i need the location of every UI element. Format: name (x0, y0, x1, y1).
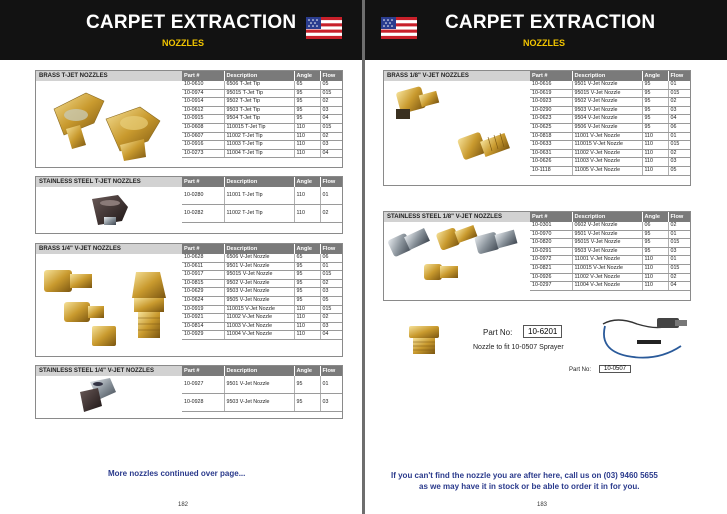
table-row (182, 376, 342, 394)
flow-cell: 03 (320, 141, 342, 150)
part-number-cell: 10-0291 (530, 247, 572, 256)
flow-cell: 02 (320, 314, 342, 323)
description-cell: 95015 V-Jet Nozzle (572, 239, 642, 248)
part-number-cell: 10-0821 (530, 264, 572, 273)
part-number-cell: 10-0818 (530, 132, 572, 141)
column-header-angle: Angle (294, 177, 320, 187)
table-row (530, 106, 690, 115)
nozzle-fit-note: Nozzle to fit 10-0507 Sprayer (473, 344, 564, 351)
angle-cell: 95 (642, 106, 668, 115)
part-number-cell: 10-0921 (182, 314, 224, 323)
table-header-row (182, 244, 342, 254)
flow-cell: 02 (320, 205, 342, 223)
flow-cell: 03 (320, 394, 342, 412)
column-header-part: Part # (182, 177, 224, 187)
part-number-cell: 10-0626 (530, 158, 572, 167)
part-number-cell: 10-0929 (182, 331, 224, 340)
stainless-t-jet-table (182, 177, 343, 223)
table-row (530, 239, 690, 248)
description-cell: 11005 V-Jet Nozzle (572, 166, 642, 175)
angle-cell: 95 (294, 115, 320, 124)
table-row (182, 254, 342, 262)
part-number-cell: 10-0815 (182, 279, 224, 288)
part-number-cell: 10-0917 (182, 271, 224, 280)
part-number-cell: 10-0297 (530, 282, 572, 291)
table-row (182, 331, 342, 340)
angle-cell: 95 (294, 98, 320, 107)
flow-cell: 03 (668, 247, 690, 256)
description-cell: 95015 V-Jet Nozzle (572, 89, 642, 98)
page-banner (0, 0, 362, 60)
page-title: CARPET EXTRACTION (445, 12, 656, 33)
column-header-angle: Angle (294, 366, 320, 376)
angle-cell: 95 (642, 81, 668, 89)
part-number-cell: 10-0814 (182, 322, 224, 331)
column-header-part: Part # (182, 366, 224, 376)
flow-cell: 01 (320, 262, 342, 271)
angle-cell: 95 (294, 271, 320, 280)
table-row (182, 205, 342, 223)
angle-cell: 110 (642, 273, 668, 282)
angle-cell: 95 (642, 247, 668, 256)
part-number-cell: 10-0923 (530, 98, 572, 107)
brass-t-jet-rows (182, 71, 342, 158)
angle-cell: 110 (642, 282, 668, 291)
flow-cell: 03 (320, 106, 342, 115)
description-cell: 11003 V-Jet Nozzle (572, 158, 642, 167)
table-row (182, 279, 342, 288)
section-stainless-eighth-v-jet (383, 211, 691, 301)
table-row (182, 187, 342, 205)
description-cell: 9501 V-Jet Nozzle (224, 376, 294, 394)
description-cell: 9501 V-Jet Nozzle (572, 81, 642, 89)
description-cell: 0602 V-Jet Nozzle (572, 222, 642, 230)
angle-cell: 110 (642, 141, 668, 150)
part-number-cell: 10-0608 (182, 123, 224, 132)
table-header-row (530, 71, 690, 81)
angle-cell: 95 (294, 262, 320, 271)
description-cell: 6506 V-Jet Nozzle (224, 254, 294, 262)
flow-cell: 01 (668, 230, 690, 239)
sprayer-part-value: 10-0507 (599, 365, 631, 373)
us-flag-icon (381, 17, 417, 39)
flow-cell: 04 (320, 115, 342, 124)
description-cell: 6506 T-Jet Tip (224, 81, 294, 89)
description-cell: 11002 V-Jet Nozzle (572, 273, 642, 282)
table-header-row (182, 177, 342, 187)
brass-eighth-v-jet-nozzle-image (384, 71, 530, 185)
part-number-cell: 10-0280 (182, 187, 224, 205)
table-row (182, 262, 342, 271)
part-number-cell: 10-0633 (530, 141, 572, 150)
part-number-cell: 10-0616 (530, 81, 572, 89)
section-title: STAINLESS STEEL 1/4" V-JET NOZZLES (36, 366, 182, 376)
description-cell: 9502 V-Jet Nozzle (224, 279, 294, 288)
table-row (182, 81, 342, 89)
table-row (530, 166, 690, 175)
sprayer-part-label: Part No: (569, 367, 592, 373)
column-header-desc: Description (572, 212, 642, 222)
description-cell: 110015 T-Jet Tip (224, 123, 294, 132)
table-row (182, 296, 342, 305)
flow-cell: 04 (668, 115, 690, 124)
flow-cell: 02 (668, 98, 690, 107)
flow-cell: 015 (320, 89, 342, 98)
continued-note: More nozzles continued over page... (108, 469, 246, 478)
description-cell: 9506 V-Jet Nozzle (572, 123, 642, 132)
column-header-part: Part # (182, 71, 224, 81)
contact-note-line2: as we may have it in stock or be able to order it in for you. (419, 482, 640, 491)
table-row (530, 123, 690, 132)
table-row (530, 256, 690, 265)
stainless-quarter-v-jet-nozzle-image (36, 366, 182, 418)
flow-cell: 03 (668, 158, 690, 167)
description-cell: 11002 T-Jet Tip (224, 205, 294, 223)
part-number-cell: 10-0926 (530, 273, 572, 282)
part-number-cell: 10-0625 (530, 123, 572, 132)
stainless-t-jet-rows (182, 177, 342, 223)
angle-cell: 95 (294, 296, 320, 305)
table-row (182, 149, 342, 158)
part-number-cell: 10-0607 (182, 132, 224, 141)
table-row (182, 305, 342, 314)
part-number-cell: 10-0914 (182, 98, 224, 107)
table-header-row (182, 366, 342, 376)
table-row (182, 115, 342, 124)
page-subtitle: NOZZLES (523, 38, 565, 48)
page-banner (365, 0, 727, 60)
flow-cell: 02 (668, 273, 690, 282)
flow-cell: 015 (320, 271, 342, 280)
part-number-cell: 10-0610 (182, 81, 224, 89)
part-number-cell: 10-0972 (530, 256, 572, 265)
angle-cell: 95 (294, 376, 320, 394)
table-row (530, 149, 690, 158)
part-number-cell: 10-0619 (530, 89, 572, 98)
angle-cell: 110 (294, 305, 320, 314)
brass-quarter-v-jet-rows (182, 244, 342, 339)
column-header-flow: Flow (320, 71, 342, 81)
description-cell: 11003 T-Jet Tip (224, 141, 294, 150)
flow-cell: 03 (320, 322, 342, 331)
section-stainless-t-jet (35, 176, 343, 234)
column-header-flow: Flow (668, 71, 690, 81)
part-number-cell: 10-0915 (182, 115, 224, 124)
description-cell: 9505 V-Jet Nozzle (224, 296, 294, 305)
flow-cell: 02 (320, 279, 342, 288)
angle-cell: 110 (294, 187, 320, 205)
flow-cell: 03 (668, 106, 690, 115)
table-row (530, 230, 690, 239)
section-title: BRASS 1/8" V-JET NOZZLES (384, 71, 530, 81)
section-title: STAINLESS STEEL T-JET NOZZLES (36, 177, 182, 187)
description-cell: 11001 T-Jet Tip (224, 187, 294, 205)
table-row (530, 247, 690, 256)
description-cell: 9502 T-Jet Tip (224, 98, 294, 107)
flow-cell: 05 (668, 166, 690, 175)
description-cell: 95015 T-Jet Tip (224, 89, 294, 98)
angle-cell: 95 (642, 239, 668, 248)
part-number-cell: 10-0628 (182, 254, 224, 262)
table-row (530, 273, 690, 282)
flow-cell: 02 (320, 98, 342, 107)
description-cell: 11002 V-Jet Nozzle (224, 314, 294, 323)
table-row (530, 115, 690, 124)
angle-cell: 110 (642, 132, 668, 141)
column-header-part: Part # (182, 244, 224, 254)
stainless-quarter-v-jet-rows (182, 366, 342, 412)
description-cell: 11002 T-Jet Tip (224, 132, 294, 141)
angle-cell: 95 (642, 89, 668, 98)
flow-cell: 01 (320, 187, 342, 205)
angle-cell: 95 (294, 394, 320, 412)
flow-cell: 015 (668, 239, 690, 248)
table-row (530, 222, 690, 230)
table-row (530, 98, 690, 107)
table-row (182, 89, 342, 98)
part-number-cell: 10-0928 (182, 394, 224, 412)
brass-eighth-v-jet-table (530, 71, 691, 176)
flow-cell: 02 (668, 222, 690, 230)
flow-cell: 02 (320, 132, 342, 141)
description-cell: 11002 V-Jet Nozzle (572, 149, 642, 158)
flow-cell: 06 (668, 123, 690, 132)
part-number-cell: 10-0820 (530, 239, 572, 248)
flow-cell: 015 (668, 141, 690, 150)
angle-cell: 65 (294, 254, 320, 262)
table-row (530, 158, 690, 167)
description-cell: 11001 V-Jet Nozzle (572, 256, 642, 265)
section-title: STAINLESS STEEL 1/8" V-JET NOZZLES (384, 212, 530, 222)
column-header-desc: Description (224, 366, 294, 376)
catalog-page-right (365, 0, 727, 514)
angle-cell: 110 (642, 149, 668, 158)
table-header-row (182, 71, 342, 81)
flow-cell: 015 (668, 264, 690, 273)
description-cell: 11004 V-Jet Nozzle (572, 282, 642, 291)
table-row (530, 81, 690, 89)
page-title: CARPET EXTRACTION (86, 12, 297, 33)
part-number-cell: 10-0974 (182, 89, 224, 98)
angle-cell: 110 (642, 264, 668, 273)
description-cell: 9503 V-Jet Nozzle (224, 288, 294, 297)
column-header-desc: Description (224, 71, 294, 81)
column-header-desc: Description (572, 71, 642, 81)
description-cell: 95015 V-Jet Nozzle (224, 271, 294, 280)
table-row (530, 141, 690, 150)
flow-cell: 01 (668, 81, 690, 89)
section-title: BRASS 1/4" V-JET NOZZLES (36, 244, 182, 254)
stainless-quarter-v-jet-table (182, 366, 343, 412)
table-row (530, 132, 690, 141)
stainless-eighth-v-jet-rows (530, 212, 690, 290)
angle-cell: 110 (294, 322, 320, 331)
angle-cell: 110 (294, 149, 320, 158)
stainless-eighth-v-jet-table (530, 212, 691, 291)
part-number-cell: 10-0629 (182, 288, 224, 297)
part-number-value: 10-6201 (523, 325, 562, 338)
section-title: BRASS T-JET NOZZLES (36, 71, 182, 81)
angle-cell: 95 (294, 279, 320, 288)
table-header-row (530, 212, 690, 222)
page-subtitle: NOZZLES (162, 38, 204, 48)
column-header-angle: Angle (642, 212, 668, 222)
table-row (182, 322, 342, 331)
flow-cell: 01 (668, 132, 690, 141)
flow-cell: 015 (668, 89, 690, 98)
brass-quarter-v-jet-nozzle-image (36, 244, 182, 356)
page-number: 183 (537, 502, 548, 508)
table-row (530, 89, 690, 98)
angle-cell: 95 (294, 288, 320, 297)
section-stainless-quarter-v-jet (35, 365, 343, 419)
description-cell: 9503 V-Jet Nozzle (572, 247, 642, 256)
part-number-cell: 10-1118 (530, 166, 572, 175)
table-row (182, 106, 342, 115)
column-header-flow: Flow (320, 244, 342, 254)
angle-cell: 110 (294, 141, 320, 150)
flow-cell: 05 (320, 81, 342, 89)
description-cell: 11003 V-Jet Nozzle (224, 322, 294, 331)
part-number-cell: 10-0611 (182, 262, 224, 271)
table-row (182, 132, 342, 141)
description-cell: 110015 V-Jet Nozzle (224, 305, 294, 314)
table-row (182, 314, 342, 323)
table-row (530, 264, 690, 273)
column-header-flow: Flow (320, 177, 342, 187)
angle-cell: 95 (642, 115, 668, 124)
flow-cell: 04 (668, 282, 690, 291)
stainless-t-jet-nozzle-image (36, 177, 182, 233)
section-brass-quarter-v-jet (35, 243, 343, 357)
table-row (530, 282, 690, 291)
angle-cell: 110 (642, 158, 668, 167)
stainless-eighth-v-jet-nozzle-image (384, 212, 530, 300)
brass-t-jet-nozzle-image (36, 71, 182, 167)
column-header-flow: Flow (668, 212, 690, 222)
flow-cell: 01 (320, 376, 342, 394)
column-header-flow: Flow (320, 366, 342, 376)
description-cell: 9503 V-Jet Nozzle (224, 394, 294, 412)
flow-cell: 06 (320, 254, 342, 262)
angle-cell: 110 (294, 314, 320, 323)
table-row (182, 288, 342, 297)
flow-cell: 04 (320, 149, 342, 158)
catalog-page-left (0, 0, 362, 514)
part-number-cell: 10-0631 (530, 149, 572, 158)
part-number-cell: 10-0916 (182, 141, 224, 150)
us-flag-icon (306, 17, 342, 39)
angle-cell: 110 (294, 331, 320, 340)
description-cell: 9503 V-Jet Nozzle (572, 106, 642, 115)
description-cell: 9501 V-Jet Nozzle (224, 262, 294, 271)
description-cell: 11004 T-Jet Tip (224, 149, 294, 158)
part-number-cell: 10-0290 (530, 106, 572, 115)
table-row (182, 141, 342, 150)
angle-cell: 110 (642, 166, 668, 175)
angle-cell: 95 (294, 106, 320, 115)
section-brass-t-jet (35, 70, 343, 168)
part-number-cell: 10-0624 (182, 296, 224, 305)
table-row (182, 271, 342, 280)
part-number-cell: 10-0927 (182, 376, 224, 394)
angle-cell: 65 (294, 81, 320, 89)
flow-cell: 01 (668, 256, 690, 265)
column-header-desc: Description (224, 244, 294, 254)
part-number-cell: 10-0612 (182, 106, 224, 115)
flow-cell: 05 (320, 296, 342, 305)
description-cell: 110015 V-Jet Nozzle (572, 264, 642, 273)
column-header-part: Part # (530, 71, 572, 81)
part-number-cell: 10-0273 (182, 149, 224, 158)
angle-cell: 95 (642, 123, 668, 132)
angle-cell: 110 (642, 256, 668, 265)
flow-cell: 015 (320, 305, 342, 314)
description-cell: 9502 V-Jet Nozzle (572, 98, 642, 107)
contact-note-line1: If you can't find the nozzle you are after here, call us on (03) 9460 5655 (391, 471, 658, 480)
column-header-desc: Description (224, 177, 294, 187)
brass-eighth-v-jet-rows (530, 71, 690, 175)
brass-t-jet-table (182, 71, 343, 158)
part-number-cell: 10-0919 (182, 305, 224, 314)
section-brass-eighth-v-jet (383, 70, 691, 186)
description-cell: 9503 T-Jet Tip (224, 106, 294, 115)
flow-cell: 015 (320, 123, 342, 132)
part-number-cell: 10-0301 (530, 222, 572, 230)
column-header-angle: Angle (294, 71, 320, 81)
angle-cell: 06 (642, 222, 668, 230)
sprayer-nozzle-image (405, 322, 451, 358)
column-header-angle: Angle (294, 244, 320, 254)
table-row (182, 98, 342, 107)
description-cell: 11004 V-Jet Nozzle (224, 331, 294, 340)
flow-cell: 03 (320, 288, 342, 297)
part-number-cell: 10-0282 (182, 205, 224, 223)
angle-cell: 110 (294, 205, 320, 223)
page-number: 182 (178, 502, 189, 508)
description-cell: 9501 V-Jet Nozzle (572, 230, 642, 239)
description-cell: 9504 V-Jet Nozzle (572, 115, 642, 124)
part-number-cell: 10-0623 (530, 115, 572, 124)
table-row (182, 394, 342, 412)
part-number-label: Part No: (483, 328, 513, 337)
angle-cell: 95 (642, 98, 668, 107)
part-number-cell: 10-0970 (530, 230, 572, 239)
flow-cell: 02 (668, 149, 690, 158)
column-header-angle: Angle (642, 71, 668, 81)
angle-cell: 110 (294, 123, 320, 132)
description-cell: 110015 V-Jet Nozzle (572, 141, 642, 150)
table-row (182, 123, 342, 132)
sprayer-wand-image (597, 310, 693, 368)
angle-cell: 110 (294, 132, 320, 141)
flow-cell: 04 (320, 331, 342, 340)
angle-cell: 95 (294, 89, 320, 98)
description-cell: 9504 T-Jet Tip (224, 115, 294, 124)
column-header-part: Part # (530, 212, 572, 222)
angle-cell: 95 (642, 230, 668, 239)
description-cell: 11001 V-Jet Nozzle (572, 132, 642, 141)
brass-quarter-v-jet-table (182, 244, 343, 340)
